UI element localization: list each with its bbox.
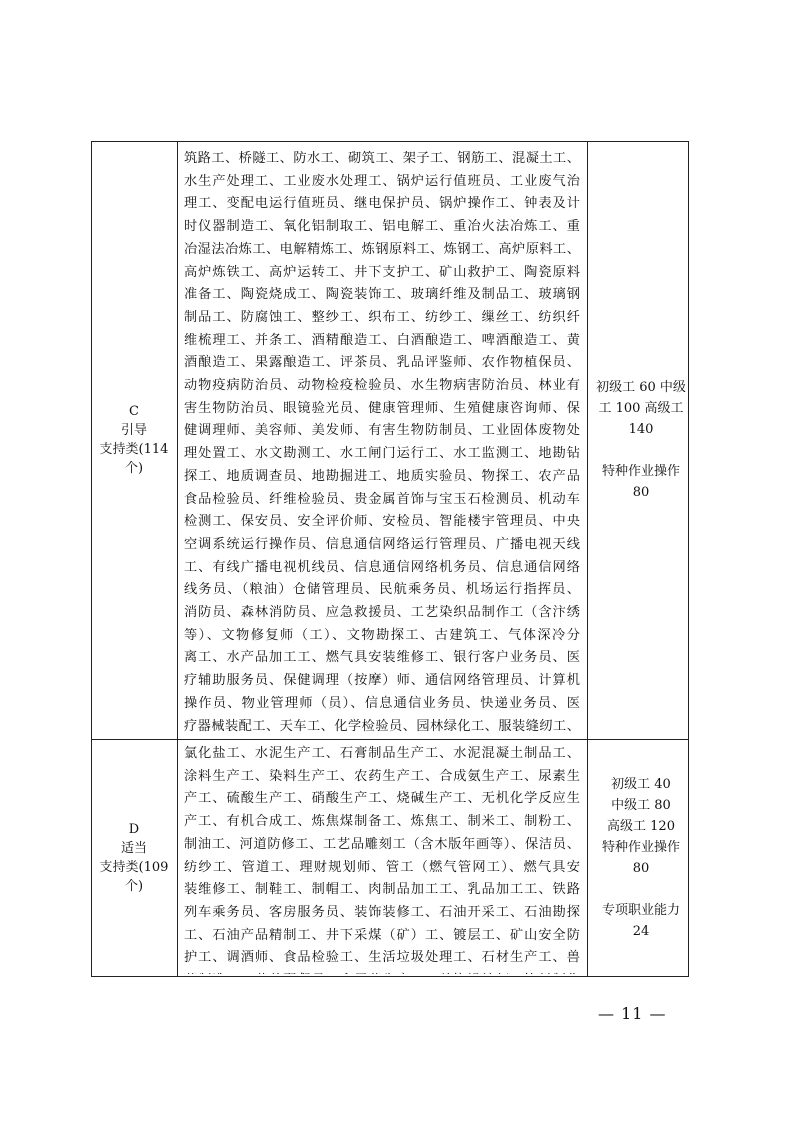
occupation-line: 产工、硫酸生产工、硝酸生产工、烧碱生产工、无机化学反应生 [184,791,580,807]
occupation-line [184,970,580,974]
subsidy-text: 专项职业能力 [601,903,680,918]
occupation-line: 等）、文物修复师（工）、文物勘探工、古建筑工、气体深冷分 [184,627,580,643]
category-letter: D [128,822,140,837]
occupation-line: 操作员、物业管理师（员）、信息通信业务员、快递业务员、医 [184,695,580,711]
subsidy-text: 80 [632,861,650,876]
occupation-line: 消防员、森林消防员、应急救援员、工艺染织品制作工（含汴绣 [184,605,580,621]
occupation-line: 线务员、（粮油）仓储管理员、民航乘务员、机场运行指挥员、 [184,582,580,598]
occupation-line: 筑路工、桥隧工、防水工、砌筑工、架子工、钢筋工、混凝土工、 [184,151,580,166]
category-cell [91,141,177,739]
occupation-line: 动物疫病防治员、动物检疫检验员、水生物病害防治员、林业有 [184,378,580,394]
occupation-line: 工、有线广播电视机线员、信息通信网络机务员、信息通信网络 [184,559,580,575]
subsidy-text: 140 [628,422,654,437]
subsidy-cell [593,739,689,977]
occupation-line: 冶湿法冶炼工、电解精炼工、炼钢原料工、炼钢工、高炉原料工、 [184,241,580,257]
table-row [91,739,689,977]
subsidy-text: 高级工 120 [607,819,675,834]
occupation-line: 氯化盐工、水泥生产工、石膏制品生产工、水泥混凝土制品工、 [184,746,580,761]
occupation-line: 制油工、河道防修工、工艺品雕刻工（含木版年画等）、保洁员、 [184,836,580,852]
occupation-line: 产工、有机合成工、炼焦煤制备工、炼焦工、制米工、制粉工、 [184,814,580,830]
occupation-line: 准备工、陶瓷烧成工、陶瓷装饰工、玻璃纤维及制品工、玻璃钢 [184,287,580,303]
occupation-line: 理处置工、水文勘测工、水工闸门运行工、水工监测工、地勘钻 [184,446,580,462]
occupation-line: 空调系统运行操作员、信息通信网络运行管理员、广播电视天线 [184,536,580,552]
occupation-line: 疗器械装配工、天车工、化学检验员、园林绿化工、服装缝纫工、 [184,718,580,733]
occupation-line: 时仪器制造工、氧化铝制取工、铝电解工、重冶火法冶炼工、重 [184,219,580,235]
subsidy-text: 特种作业操作 [601,464,680,479]
category-name: 引导 [120,423,147,438]
occupation-line: 高炉炼铁工、高炉运转工、井下支护工、矿山救护工、陶瓷原料 [184,264,580,280]
occupation-line: 涂料生产工、染料生产工、农药生产工、合成氨生产工、尿素生 [184,768,580,784]
category-name: 适当 [120,841,147,856]
occupation-line: 疗辅助服务员、保健调理（按摩）师、通信网络管理员、计算机 [184,673,580,689]
subsidy-text: 80 [632,485,650,500]
table-row [91,141,689,739]
occupation-line: 害生物防治员、眼镜验光员、健康管理师、生殖健康咨询师、保 [184,400,580,416]
occupation-line: 制品工、防腐蚀工、整纱工、织布工、纺纱工、缫丝工、纺织纤 [184,309,580,325]
occupation-list-cell [184,743,580,974]
subsidy-text: 中级工 80 [611,798,671,813]
category-count: 支持类(109 [99,860,169,875]
occupation-line: 工、石油产品精制工、井下采煤（矿）工、镀层工、矿山安全防 [184,927,580,943]
subsidy-text: 特种作业操作 [601,840,680,855]
subsidy-text: 初级工 60 中级 [596,380,686,395]
page-number: — 11 — [598,1004,667,1023]
occupation-line: 理工、变配电运行值班员、继电保护员、锅炉操作工、钟表及计 [184,196,580,212]
subsidy-cell [593,141,689,739]
category-letter: C [129,404,139,419]
category-count: 支持类(114 [99,442,169,457]
occupation-line: 离工、水产品加工工、燃气具安装维修工、银行客户业务员、医 [184,650,580,666]
subsidy-text: 工 100 高级工 [598,401,684,416]
occupation-line: 列车乘务员、客房服务员、装饰装修工、石油开采工、石油勘探 [184,904,580,920]
occupation-line: 纺纱工、管道工、理财规划师、管工（燃气管网工）、燃气具安 [184,859,580,875]
occupation-line: 护工、调酒师、食品检验工、生活垃圾处理工、石材生产工、兽 [184,950,580,966]
occupation-list-cell [184,148,580,733]
occupation-line: 水生产处理工、工业废水处理工、锅炉运行值班员、工业废气治 [184,173,580,189]
category-cell [91,739,177,977]
occupation-line: 检测工、保安员、安全评价师、安检员、智能楼宇管理员、中央 [184,514,580,530]
occupation-line: 酒酿造工、果露酿造工、评茶员、乳品评鉴师、农作物植保员、 [184,355,580,371]
occupation-line: 装维修工、制鞋工、制帽工、肉制品加工工、乳品加工工、铁路 [184,882,580,898]
occupation-line: 维梳理工、并条工、酒精酿造工、白酒酿造工、啤酒酿造工、黄 [184,332,580,348]
category-count: 个) [124,879,144,894]
subsidy-text: 初级工 40 [611,777,671,792]
occupation-line: 探工、地质调查员、地勘掘进工、地质实验员、物探工、农产品 [184,468,580,484]
occupation-line: 食品检验员、纤维检验员、贵金属首饰与宝玉石检测员、机动车 [184,491,580,507]
occupation-line: 健调理师、美容师、美发师、有害生物防制员、工业固体废物处 [184,423,580,439]
occupation-table [91,141,689,977]
category-count: 个) [124,461,144,476]
subsidy-text: 24 [632,924,650,939]
